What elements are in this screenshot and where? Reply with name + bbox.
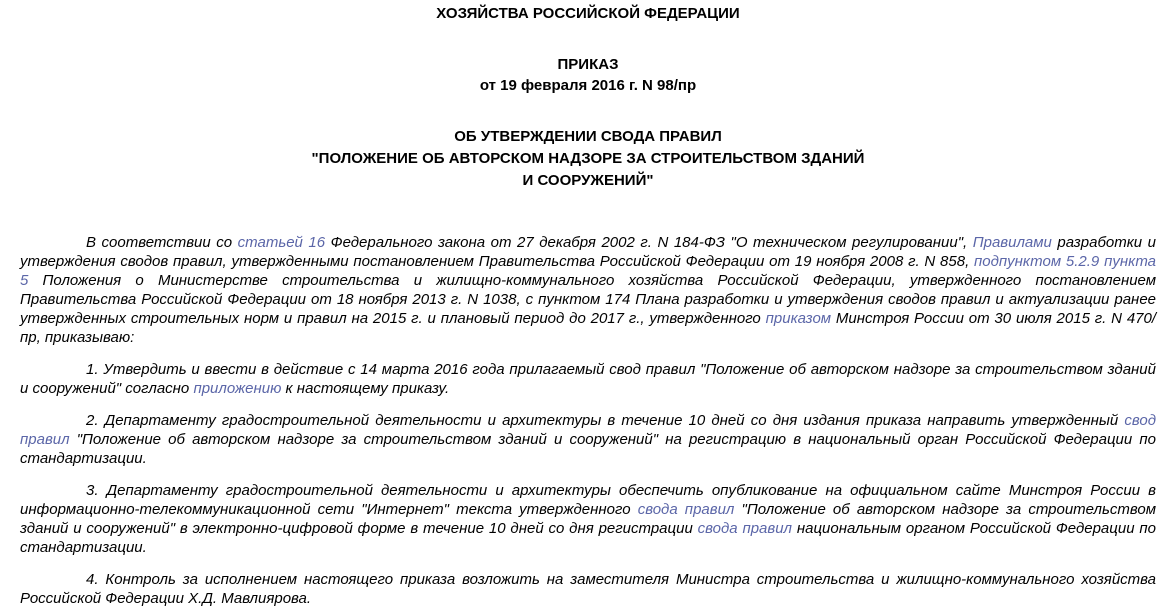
item-3-text-1: 3. Департаменту градостроительной деятельности и архитектуры обеспечить опубликование на официальном сайте Минстроя России в информационно-телекоммуникационной сети "Интернет" текста утвержденного — [20, 482, 1156, 518]
item-1-text-1: 1. Утвердить и ввести в действие с 14 марта 2016 года прилагаемый свод правил "Положение об авторском надзоре за строительством зданий и сооружений" согласно — [20, 361, 1156, 397]
document-body — [20, 0, 1156, 608]
approve-line-3: И СООРУЖЕНИЙ" — [522, 172, 654, 189]
item-1-paragraph — [20, 360, 1156, 398]
intro-text-4: Положения о Министерстве строительства и жилищно-коммунального хозяйства Российской Федерации, утвержденного постановлением Правительства Российской Федерации от 18 ноября 2013 г. N 1038, с пунктом 174 Плана разработки и утверждения сводов правил и актуализации ранее утвержденных строительных норм и правил на 2015 г. и плановый период до 2017 г., утвержденного — [20, 272, 1156, 327]
item-4-text-1: 4. Контроль за исполнением настоящего приказа возложить на заместителя Министра строительства и жилищно-коммунального хозяйства Российской Федерации Х.Д. Мавлиярова. — [20, 571, 1156, 607]
ministry-line: ХОЗЯЙСТВА РОССИЙСКОЙ ФЕДЕРАЦИИ — [436, 5, 740, 22]
link-code-of-rules-1[interactable]: свода правил — [637, 501, 735, 518]
link-code-of-rules-2[interactable]: свода правил — [697, 520, 793, 537]
item-4-paragraph — [20, 570, 1156, 608]
item-3-text-2: "Положение об авторском надзоре за строительством зданий и сооружений" в электронно-цифровой форме в течение 10 дней со дня регистрации — [20, 501, 1156, 537]
order-date: от 19 февраля 2016 г. N 98/пр — [479, 77, 697, 94]
intro-text-1: В соответствии со — [86, 234, 238, 251]
item-2-text-1: 2. Департаменту градостроительной деятельности и архитектуры в течение 10 дней со дня издания приказа направить утвержденный — [86, 412, 1125, 429]
link-order[interactable]: приказом — [765, 310, 832, 327]
item-3-text-3: национальным органом Российской Федерации по стандартизации. — [20, 520, 1156, 556]
link-code-of-rules[interactable]: свод правил — [20, 412, 1156, 448]
link-appendix[interactable]: приложению — [193, 380, 282, 397]
item-2-text-2: "Положение об авторском надзоре за строительством зданий и сооружений" на регистрацию в национальный орган Российской Федерации по стандартизации. — [20, 431, 1156, 467]
link-subclause-5-2-9[interactable]: подпунктом 5.2.9 пункта 5 — [20, 253, 1156, 289]
item-2-paragraph — [20, 411, 1156, 468]
intro-text-5: Минстроя России от 30 июля 2015 г. N 470/пр, приказываю: — [20, 310, 1157, 346]
approve-line-1: ОБ УТВЕРЖДЕНИИ СВОДА ПРАВИЛ — [454, 128, 722, 145]
intro-paragraph — [20, 233, 1156, 347]
link-rules[interactable]: Правилами — [972, 234, 1052, 251]
item-1-text-2: к настоящему приказу. — [281, 380, 450, 397]
link-article-16[interactable]: статьей 16 — [237, 234, 326, 251]
intro-text-3: разработки и утверждения сводов правил, утвержденными постановлением Правительства Российской Федерации от 19 ноября 2008 г. N 858, — [20, 234, 1157, 270]
intro-text-2: Федерального закона от 27 декабря 2002 г. N 184-ФЗ "О техническом регулировании", — [325, 234, 973, 251]
order-title: ПРИКАЗ — [557, 56, 619, 73]
item-3-paragraph — [20, 481, 1156, 557]
approve-line-2: "ПОЛОЖЕНИЕ ОБ АВТОРСКОМ НАДЗОРЕ ЗА СТРОИТЕЛЬСТВОМ ЗДАНИЙ — [311, 150, 865, 167]
